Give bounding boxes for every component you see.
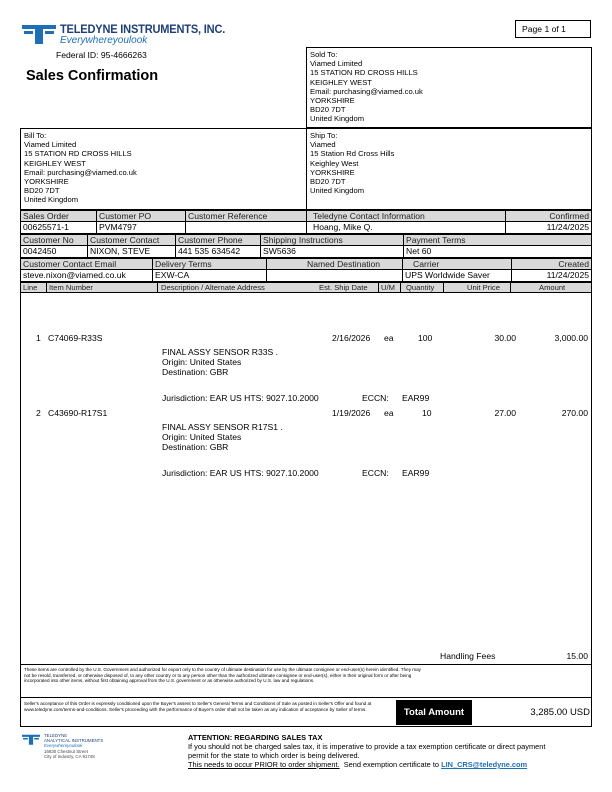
currency: USD [569,707,590,718]
page-indicator: Page 1 of 1 [515,20,591,38]
ship-to-line: Viamed [310,140,336,150]
sold-to-line: 15 STATION RD CROSS HILLS [310,68,418,78]
ship-date: 2/16/2026 [332,333,371,343]
bill-to-box [20,128,307,210]
ship-date: 1/19/2026 [332,408,371,418]
created-header: Created [511,258,592,270]
teledyne-contact-value: Hoang, Mike Q. [306,221,506,234]
item-number: C74069-R33S [48,333,103,343]
handling-fees-label: Handling Fees [440,651,496,661]
item-description: FINAL ASSY SENSOR R33S . [162,347,279,357]
bill-to-line: KEIGHLEY WEST [24,158,86,168]
customer-po-value: PVM4797 [96,221,186,234]
payment-terms-value: Net 60 [403,245,592,258]
col-ship-date: Est. Ship Date [319,283,368,292]
sold-to-box [306,47,592,128]
teledyne-contact-header: Teledyne Contact Information [306,210,506,222]
bill-to-label: Bill To: [24,131,47,140]
unit-of-measure: ea [384,408,394,418]
amount: 270.00 [561,408,588,418]
shipping-instructions-header: Shipping Instructions [260,234,404,246]
col-amount: Amount [539,283,566,292]
item-description: FINAL ASSY SENSOR R17S1 . [162,422,283,432]
ship-to-line: 15 Station Rd Cross Hills [310,149,395,159]
col-um: U/M [381,283,395,292]
named-destination-header: Named Destination [266,258,403,270]
company-logo [22,20,272,50]
eccn-label: ECCN: [362,393,389,403]
sold-to-line: YORKSHIRE [310,96,355,106]
ship-to-line: YORKSHIRE [310,167,355,177]
shipping-instructions-value: SW5636 [260,245,404,258]
confirmed-value: 11/24/2025 [505,221,592,234]
bill-to-line: 15 STATION RD CROSS HILLS [24,149,132,159]
sold-to-label: Sold To: [310,50,338,59]
col-description: Description / Alternate Address [161,283,265,292]
total-amount-value: 3,285.00 USD [530,707,590,718]
tax-notice-line: If you should not be charged sales tax, it is imperative to provide a tax exemption certificate or direct payment [188,742,546,751]
footer-logo-line: TELEDYNE [44,733,68,738]
bill-to-line: United Kingdom [24,195,79,205]
sold-to-line: Viamed Limited [310,59,363,69]
company-name: TELEDYNE INSTRUMENTS, INC. [60,22,226,36]
handling-fees-value: 15.00 [566,651,588,661]
sold-to-line: BD20 7DT [310,105,346,115]
bill-to-line: YORKSHIRE [24,177,69,187]
footer-logo-line: ANALYTICAL INSTRUMENTS [44,738,104,744]
quantity: 100 [418,333,433,343]
payment-terms-header: Payment Terms [403,234,592,246]
item-number: C43690-R17S1 [48,408,108,418]
item-destination: Destination: GBR [162,442,229,452]
unit-of-measure: ea [384,333,394,343]
federal-id: Federal ID: 95-4666263 [56,50,147,60]
total-amount-label: Total Amount [396,700,472,725]
eccn-value: EAR99 [402,393,430,403]
col-line: Line [23,283,38,292]
line-number: 1 [36,333,41,343]
ship-to-label: Ship To: [310,131,338,140]
sales-order-value: 00625571-1 [20,221,97,234]
contact-email-value: steve.nixon@viamed.co.uk [20,269,153,282]
carrier-value: UPS Worldwide Saver [402,269,512,282]
customer-phone-header: Customer Phone [175,234,261,246]
delivery-terms-header: Delivery Terms [152,258,267,270]
ship-to-line: Keighley West [310,158,359,168]
footer-logo [22,733,132,773]
ship-to-line: United Kingdom [310,186,365,196]
col-quantity: Quantity [406,283,435,292]
named-destination-value [266,269,403,282]
footer-logo-line: Everywhereyoulook [44,743,83,749]
item-origin: Origin: United States [162,432,242,442]
sales-tax-notice [188,733,592,769]
ship-to-box [306,128,592,210]
customer-po-header: Customer PO [96,210,186,222]
delivery-terms-value: EXW-CA [152,269,267,282]
item-destination: Destination: GBR [162,367,229,377]
col-unit-price: Unit Price [467,283,500,292]
sales-order-header: Sales Order [20,210,97,222]
acceptance-notice: Seller's acceptance of this Order is expressly conditioned upon the Buyer's assent to Seller's General Terms and Conditions of Sale as posted in Seller's Offer and found at www.teledyne.com/terms-and-conditions. Seller's proceeding with the performance of Buyer's order shall not be taken as any indication of acceptance by Seller of terms. [24,701,372,712]
sold-to-line: Email: purchasing@viamed.co.uk [310,86,423,96]
line-item [20,333,592,413]
item-jurisdiction: Jurisdiction: EAR US HTS: 9027.10.2000 [162,393,319,403]
customer-contact-header: Customer Contact [87,234,176,246]
tax-notice-deadline: This needs to occur PRIOR to order shipment. [188,760,340,769]
page-title: Sales Confirmation [26,68,159,84]
col-item-number: Item Number [49,283,93,292]
created-value: 11/24/2025 [511,269,592,282]
customer-reference-header: Customer Reference [185,210,307,222]
line-number: 2 [36,408,41,418]
tax-notice-line: Send exemption certificate to [343,760,439,769]
customer-no-value: 0042450 [20,245,88,258]
attention-heading: ATTENTION: REGARDING SALES TAX [188,733,323,742]
eccn-label: ECCN: [362,468,389,478]
carrier-header: Carrier [402,258,512,270]
quantity: 10 [422,408,432,418]
confirmed-header: Confirmed [505,210,592,222]
ship-to-line: BD20 7DT [310,177,346,187]
teledyne-logo-icon [22,22,56,46]
eccn-value: EAR99 [402,468,430,478]
footer-logo-line: City of Industry, CA 91748 [44,753,95,759]
contact-email-header: Customer Contact Email [20,258,153,270]
sold-to-line: KEIGHLEY WEST [310,77,372,87]
export-notice-box [20,664,592,698]
customer-no-header: Customer No [20,234,88,246]
bill-to-line: Email: purchasing@viamed.co.uk [24,167,137,177]
customer-reference-value [185,221,307,234]
bill-to-line: Viamed Limited [24,140,77,150]
exemption-email-link[interactable]: LIN_CRS@teledyne.com [441,760,528,769]
bill-to-line: BD20 7DT [24,186,60,196]
unit-price: 27.00 [494,408,516,418]
unit-price: 30.00 [494,333,516,343]
footer-logo-line: 16830 Chestnut Street [44,748,88,754]
customer-contact-value: NIXON, STEVE [87,245,176,258]
teledyne-logo-icon [22,733,40,746]
customer-phone-value: 441 535 634542 [175,245,261,258]
line-item [20,408,592,488]
company-tagline: Everywhereyoulook [60,35,148,46]
item-jurisdiction: Jurisdiction: EAR US HTS: 9027.10.2000 [162,468,319,478]
tax-notice-line: permit for the state to which order is being delivered. [188,751,360,760]
item-origin: Origin: United States [162,357,242,367]
amount: 3,000.00 [554,333,588,343]
export-notice: These items are controlled by the U.S. Government and authorized for export only to the country of ultimate destination for use by the ultimate consignee or end-user(s) herein identified. They may not be resold, transferred, or otherwise disposed of, to any other country or to any person other than the authorized ultimate consignee or end-user(s), either in their original form or after being incorporated into other items, without first obtaining approval from the U.S. government or as otherwise authorized by U.S. law and regulations. [24,667,421,683]
sold-to-line: United Kingdom [310,114,365,124]
